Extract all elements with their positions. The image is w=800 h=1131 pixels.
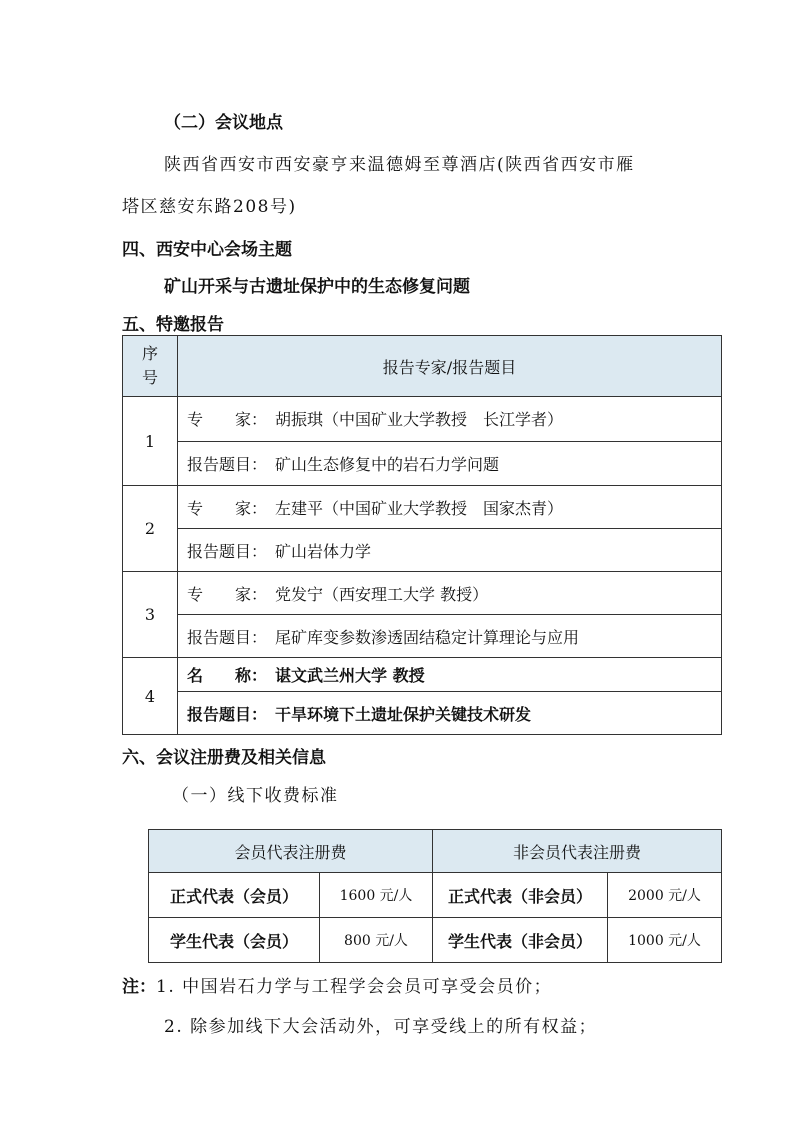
note-2: 2. 除参加线下大会活动外，可享受线上的所有权益； — [164, 1017, 598, 1037]
report-expert — [178, 397, 722, 442]
nonmember-fee-header: 非会员代表注册费 — [433, 830, 722, 873]
member-fee-header: 会员代表注册费 — [149, 830, 433, 873]
expert-value: 党发宁（西安理工大学 教授） — [275, 584, 489, 604]
expert-label: 名 称： — [187, 666, 268, 685]
report-row — [123, 441, 722, 486]
fee-table — [148, 829, 722, 963]
topic-value: 矿山岩体力学 — [275, 541, 372, 561]
col-title-header: 报告专家/报告题目 — [178, 336, 722, 397]
report-num: 3 — [123, 572, 178, 658]
reports-table — [122, 335, 722, 735]
report-row — [123, 692, 722, 735]
fees-subheading: （一）线下收费标准 — [172, 786, 339, 806]
reports-heading: 五、特邀报告 — [122, 315, 224, 335]
topic-label: 报告题目： — [187, 627, 268, 647]
venue-address-line2: 塔区慈安东路208号) — [122, 197, 297, 217]
expert-value: 谌文武兰州大学 教授 — [275, 666, 425, 685]
topic-value: 矿山生态修复中的岩石力学问题 — [275, 454, 500, 474]
report-num: 2 — [123, 486, 178, 572]
report-row — [123, 572, 722, 615]
member-fee-value: 1600 元/人 — [320, 873, 433, 918]
member-fee-value: 800 元/人 — [320, 918, 433, 963]
member-category: 学生代表（会员） — [149, 918, 320, 963]
fee-row — [149, 918, 722, 963]
reports-header-row — [123, 336, 722, 397]
note-1 — [122, 972, 552, 997]
report-row — [123, 658, 722, 692]
expert-label: 专 家： — [187, 498, 268, 518]
fee-row — [149, 873, 722, 918]
nonmember-fee-value: 1000 元/人 — [608, 918, 722, 963]
expert-label: 专 家： — [187, 584, 268, 604]
report-topic — [178, 441, 722, 486]
report-topic — [178, 692, 722, 735]
expert-value: 胡振琪（中国矿业大学教授 长江学者） — [275, 410, 564, 430]
note-prefix: 注： — [122, 977, 156, 997]
report-num: 4 — [123, 658, 178, 735]
report-topic — [178, 615, 722, 658]
topic-label: 报告题目： — [187, 454, 268, 474]
note-1-text: 1. 中国岩石力学与工程学会会员可享受会员价； — [156, 977, 553, 997]
venue-address-line1: 陕西省西安市西安豪亨来温德姆至尊酒店(陕西省西安市雁 — [164, 155, 635, 175]
topic-value: 干旱环境下土遗址保护关键技术研发 — [275, 704, 532, 724]
theme-title: 矿山开采与古遗址保护中的生态修复问题 — [164, 277, 470, 297]
venue-heading: （二）会议地点 — [164, 113, 283, 133]
report-row — [123, 615, 722, 658]
report-topic — [178, 529, 722, 572]
col-num-label: 序号 — [141, 344, 158, 387]
report-expert — [178, 572, 722, 615]
report-num: 1 — [123, 397, 178, 486]
nonmember-fee-value: 2000 元/人 — [608, 873, 722, 918]
theme-heading: 四、西安中心会场主题 — [122, 240, 292, 260]
topic-label: 报告题目： — [187, 541, 268, 561]
report-expert — [178, 486, 722, 529]
fees-heading: 六、会议注册费及相关信息 — [122, 748, 326, 768]
report-row — [123, 529, 722, 572]
col-num-header — [123, 336, 178, 397]
report-row — [123, 397, 722, 442]
expert-value: 左建平（中国矿业大学教授 国家杰青） — [275, 498, 564, 518]
fee-header-row — [149, 830, 722, 873]
member-category: 正式代表（会员） — [149, 873, 320, 918]
expert-label: 专 家： — [187, 410, 268, 430]
nonmember-category: 正式代表（非会员） — [433, 873, 608, 918]
report-expert — [178, 658, 722, 692]
topic-value: 尾矿库变参数渗透固结稳定计算理论与应用 — [275, 627, 580, 647]
report-row — [123, 486, 722, 529]
nonmember-category: 学生代表（非会员） — [433, 918, 608, 963]
topic-label: 报告题目： — [187, 704, 268, 724]
